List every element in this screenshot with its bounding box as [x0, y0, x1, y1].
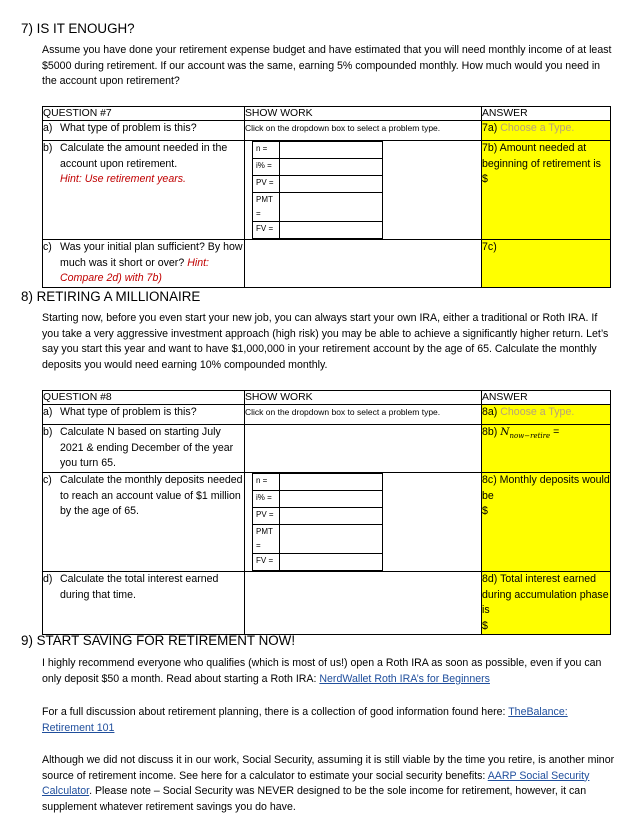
- tvm-input-pv[interactable]: [280, 176, 383, 193]
- q8c-text: Calculate the monthly deposits needed to reach an account value of $1 million by the age of 65.: [60, 474, 243, 517]
- q7c-answer-cell[interactable]: 7c): [482, 240, 611, 288]
- p2-text: For a full discussion about retirement planning, there is a collection of good information found here:: [42, 706, 509, 718]
- section-8-intro: Starting now, before you even start your new job, you can always start your own IRA, either a traditional or Roth IRA. If you take a very aggressive investment approach (high risk) you may be able to achieve a significantly higher return. Let’s say you start this year and want to have $1,000,000 in your retirement account by the age of 65. Calculate the monthly deposits you would need earning 10% compounded monthly.: [42, 312, 609, 371]
- question-8-table: [42, 390, 611, 635]
- tvm-label-i: i% =: [253, 491, 280, 508]
- tvm-input-pmt[interactable]: [280, 193, 383, 222]
- p1-text: I highly recommend everyone who qualifies (which is most of us!) open a Roth IRA as soon as possible, even if you can only deposit $50 a month. Read about starting a Roth IRA:: [42, 657, 602, 685]
- q7b-letter: b): [43, 142, 53, 154]
- q8d-answer-text: 8d) Total interest earned during accumulation phase is: [482, 573, 609, 616]
- tvm-label-pmt: PMT =: [253, 193, 280, 222]
- section-8-heading: 8) RETIRING A MILLIONAIRE: [21, 289, 201, 304]
- q7a-text: What type of problem is this?: [60, 122, 197, 134]
- q7c-hint: Hint: Compare 2d) with 7b): [60, 256, 209, 284]
- tvm-label-fv: FV =: [253, 554, 280, 571]
- q8a-answer-dropdown[interactable]: [482, 405, 611, 425]
- q8a-letter: a): [43, 406, 53, 418]
- q8a-answer-label: 8a): [482, 406, 498, 418]
- tvm-label-n: n =: [253, 474, 280, 491]
- tvm-input-fv[interactable]: [280, 222, 383, 239]
- q7a-answer-dropdown[interactable]: [482, 121, 611, 141]
- p3-text-b: . Please note – Social Security was NEVER designed to be the sole income for retirement, however, it can supplement whatever retirement savings you do have.: [42, 785, 587, 813]
- tvm-label-pv: PV =: [253, 176, 280, 193]
- section-9-paragraph-3: [42, 753, 620, 815]
- section-7-intro: Assume you have done your retirement expense budget and have estimated that you will need monthly income of at least $5000 during retirement. If our account was the same, earning 5% compounded monthly. How much would you need in the account upon retirement?: [42, 44, 612, 87]
- q8-header-answer: ANSWER: [482, 391, 611, 405]
- q7b-answer-text: 7b) Amount needed at beginning of retirement is: [482, 142, 601, 170]
- q7b-dollar: $: [482, 173, 488, 185]
- section-9-heading: 9) START SAVING FOR RETIREMENT NOW!: [21, 633, 296, 648]
- tvm-input-n[interactable]: [280, 474, 383, 491]
- q8d-dollar: $: [482, 619, 488, 632]
- q7a-choose-type[interactable]: Choose a Type.: [500, 122, 575, 134]
- q8-header-question: QUESTION #8: [43, 391, 245, 405]
- q7c-text: Was your initial plan sufficient? By how much was it short or over?: [60, 241, 243, 269]
- q7c-work-cell[interactable]: [245, 240, 482, 288]
- q7a-answer-label: 7a): [482, 122, 498, 134]
- tvm-label-pmt: PMT =: [253, 525, 280, 554]
- q7-header-work: SHOW WORK: [245, 107, 482, 121]
- q8a-choose-type[interactable]: Choose a Type.: [500, 406, 575, 418]
- q8b-answer-label: 8b): [482, 426, 498, 438]
- q7a-dropdown-instruction: Click on the dropdown box to select a problem type.: [245, 121, 482, 141]
- q8b-equals: =: [550, 426, 560, 438]
- section-9-paragraph-1: [42, 656, 616, 687]
- tvm-label-i: i% =: [253, 159, 280, 176]
- tvm-input-i[interactable]: [280, 159, 383, 176]
- tvm-input-n[interactable]: [280, 142, 383, 159]
- q8c-letter: c): [43, 474, 52, 486]
- tvm-input-pv[interactable]: [280, 508, 383, 525]
- tvm-input-i[interactable]: [280, 491, 383, 508]
- thebalance-retirement-link[interactable]: TheBalance: Retirement 101: [42, 706, 568, 734]
- q7b-tvm-grid: [252, 141, 383, 239]
- tvm-input-pmt[interactable]: [280, 525, 383, 554]
- q7c-letter: c): [43, 241, 52, 253]
- q8d-answer-cell[interactable]: [482, 572, 611, 635]
- q7b-text: Calculate the amount needed in the account upon retirement.: [60, 142, 228, 170]
- q8-header-work: SHOW WORK: [245, 391, 482, 405]
- tvm-label-fv: FV =: [253, 222, 280, 239]
- q8d-work-cell[interactable]: [245, 572, 482, 635]
- q8a-dropdown-instruction: Click on the dropdown box to select a problem type.: [245, 405, 482, 425]
- tvm-input-fv[interactable]: [280, 554, 383, 571]
- q8b-n-subscript: now−retire: [509, 432, 551, 441]
- q7a-letter: a): [43, 122, 53, 134]
- q7-header-answer: ANSWER: [482, 107, 611, 121]
- q8b-text: Calculate N based on starting July 2021 & ending December of the year you turn 65.: [60, 426, 234, 469]
- question-7-table: [42, 106, 611, 288]
- q8c-tvm-grid: [252, 473, 383, 571]
- q8a-text: What type of problem is this?: [60, 406, 197, 418]
- q8b-work-cell[interactable]: [245, 425, 482, 473]
- tvm-label-n: n =: [253, 142, 280, 159]
- q8b-n-symbol: N: [500, 426, 510, 438]
- q8b-letter: b): [43, 426, 53, 438]
- q8c-answer-cell[interactable]: [482, 473, 611, 572]
- q8d-text: Calculate the total interest earned during that time.: [60, 573, 219, 601]
- q8d-letter: d): [43, 573, 53, 585]
- p3-text-a: Although we did not discuss it in our work, Social Security, assuming it is still viable by the time you retire, is another minor source of retirement income. See here for a calculator to estimate your social security benefits:: [42, 754, 615, 782]
- nerdwallet-roth-ira-link[interactable]: NerdWallet Roth IRA’s for Beginners: [319, 672, 490, 685]
- q8b-answer-cell[interactable]: [482, 425, 611, 473]
- section-9-paragraph-2: [42, 705, 616, 736]
- section-7-heading: 7) IS IT ENOUGH?: [21, 21, 135, 36]
- tvm-label-pv: PV =: [253, 508, 280, 525]
- q8c-dollar: $: [482, 505, 488, 517]
- q7-header-question: QUESTION #7: [43, 107, 245, 121]
- q8c-answer-text: 8c) Monthly deposits would be: [482, 474, 610, 502]
- aarp-social-security-calculator-link[interactable]: AARP Social Security Calculator: [42, 769, 590, 797]
- q7b-answer-cell[interactable]: [482, 141, 611, 240]
- q7b-hint: Hint: Use retirement years.: [60, 173, 186, 185]
